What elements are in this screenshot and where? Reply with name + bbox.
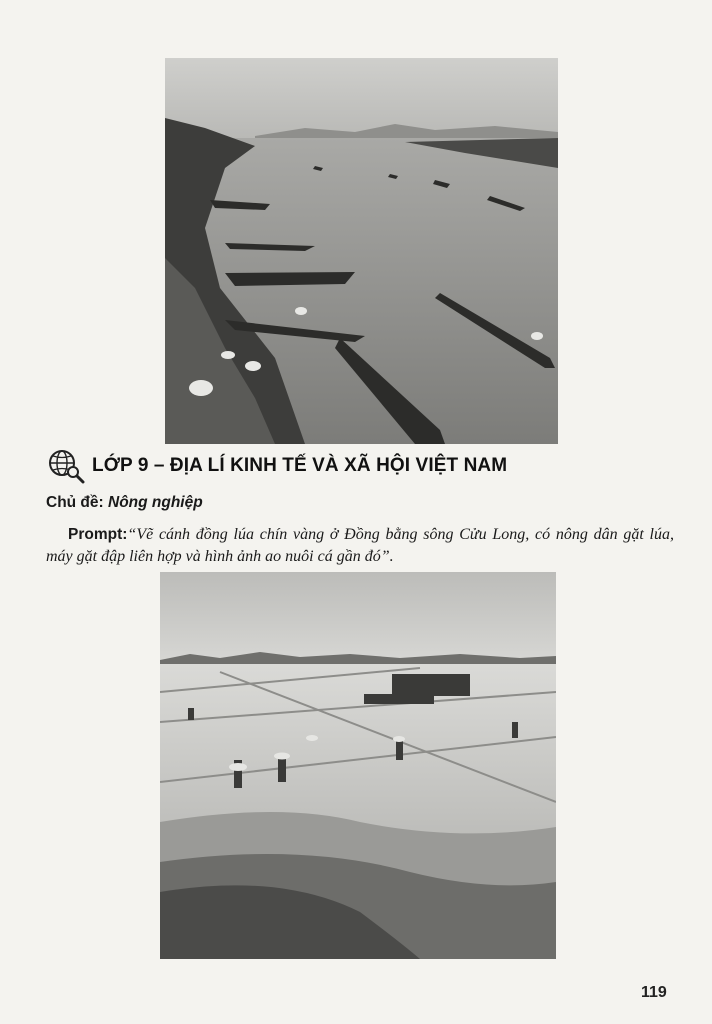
globe-magnifier-icon <box>46 448 86 484</box>
prompt-text: “Vẽ cánh đồng lúa chín vàng ở Đồng bằng sông Cửu Long, có nông dân gặt lúa, máy gặt đập liên hợp và hình ảnh ao nuôi cá gần đó”. <box>46 526 674 565</box>
page-number: 119 <box>641 984 667 1001</box>
topic-label: Chủ đề: <box>46 494 104 511</box>
prompt-label: Prompt: <box>68 526 128 543</box>
river-boats-photo <box>165 58 558 444</box>
rice-field-photo <box>160 572 556 959</box>
topic-line <box>46 494 203 512</box>
topic-value: Nông nghiệp <box>108 494 203 511</box>
section-heading-row <box>46 446 676 486</box>
section-heading: LỚP 9 – ĐỊA LÍ KINH TẾ VÀ XÃ HỘI VIỆT NAM <box>92 455 508 476</box>
prompt-paragraph <box>46 524 674 568</box>
